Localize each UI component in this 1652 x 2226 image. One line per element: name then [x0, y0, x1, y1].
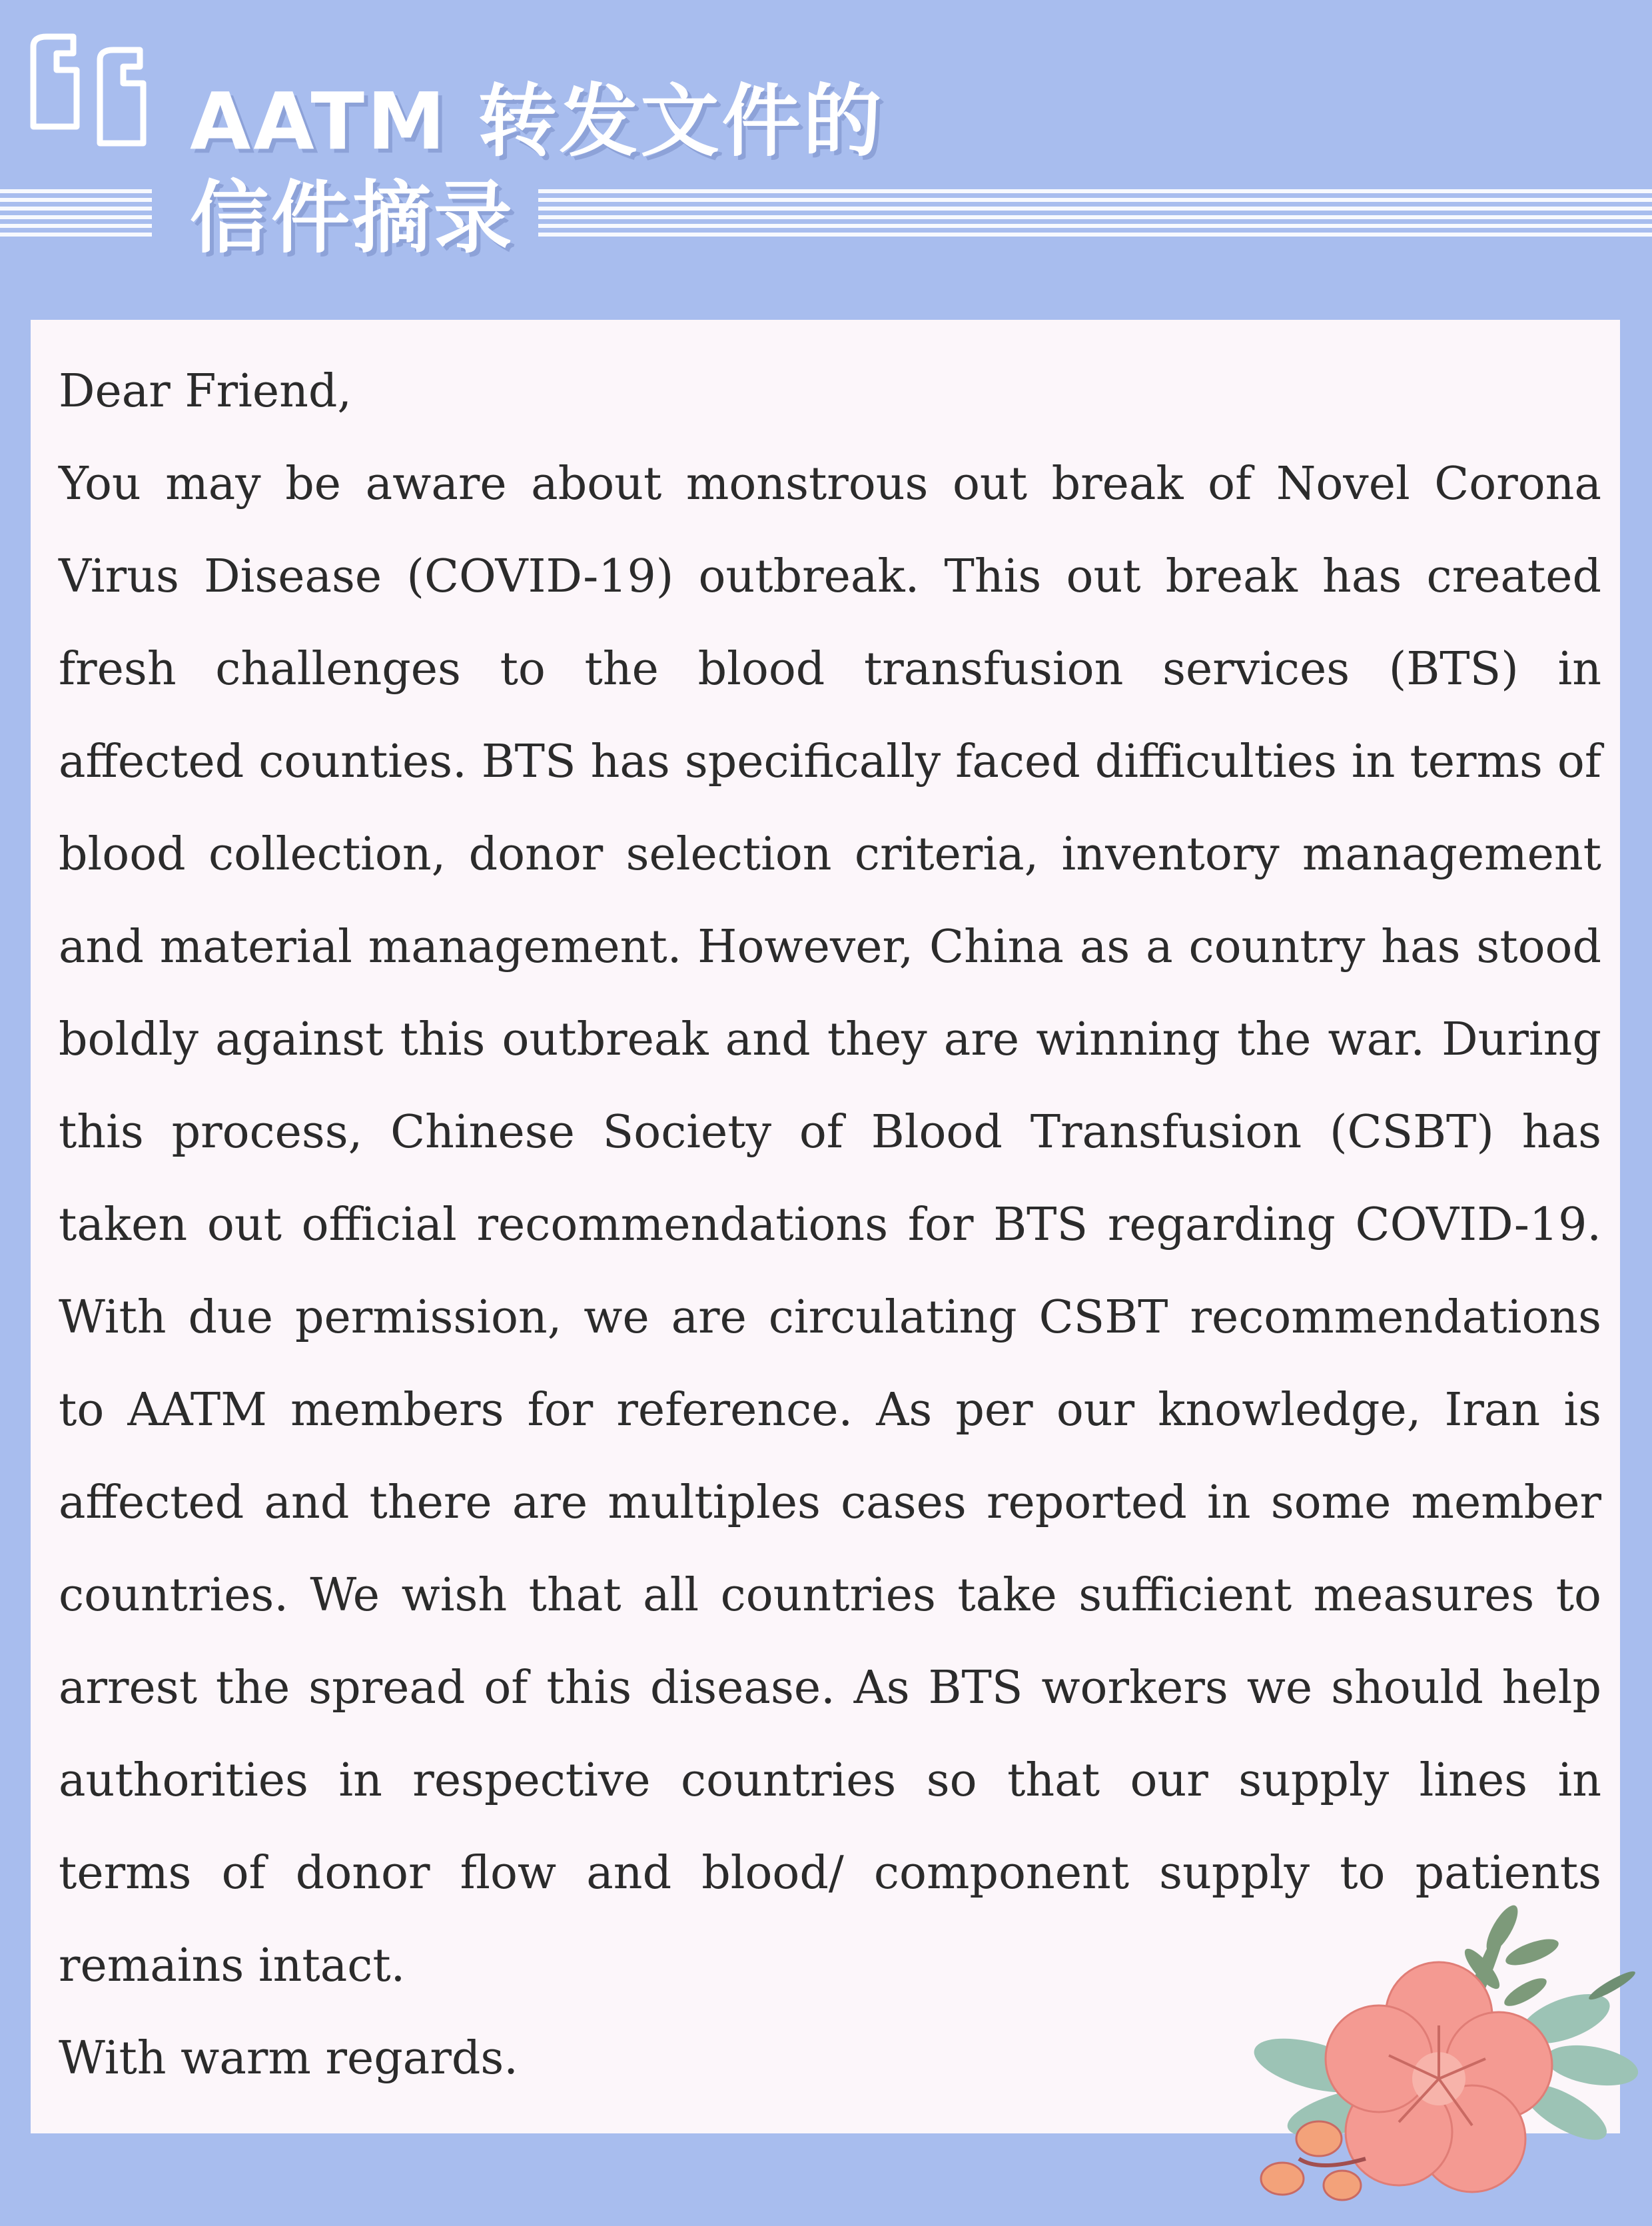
title-line-1: AATM 转发文件的: [190, 75, 885, 167]
stripe-decoration-left: [0, 189, 152, 249]
header: [0, 0, 1652, 313]
flower-bouquet-icon: [1219, 1892, 1645, 2212]
letter-card: [31, 320, 1620, 2133]
letter-greeting: Dear Friend,: [59, 365, 352, 418]
letter-closing: With warm regards.: [59, 2032, 518, 2085]
stripe-decoration-right: [538, 189, 1652, 249]
letter: [59, 345, 1601, 2105]
letter-body: You may be aware about monstrous out break of Novel Corona Virus Disease (COVID-19) outbreak. This out break has created fresh challenges to the blood transfusion services (BTS) in affected counties. BTS has specifically faced difficulties in terms of blood collection, donor selection criteria, inventory management and material management. However, China as a country has stood boldly against this outbreak and they are winning the war. During this process, Chinese Society of Blood Transfusion (CSBT) has taken out official recommendations for BTS regarding COVID-19. With due permission, we are circulating CSBT recommendations to AATM members for reference. As per our knowledge, Iran is affected and there are multiples cases reported in some member countries. We wish that all countries take sufficient measures to arrest the spread of this disease. As BTS workers we should help authorities in respective countries so that our supply lines in terms of donor flow and blood/ component supply to patients remains intact.: [59, 458, 1601, 1992]
title-line-2: 信件摘录: [190, 172, 516, 264]
quote-mark-icon: [27, 33, 160, 153]
